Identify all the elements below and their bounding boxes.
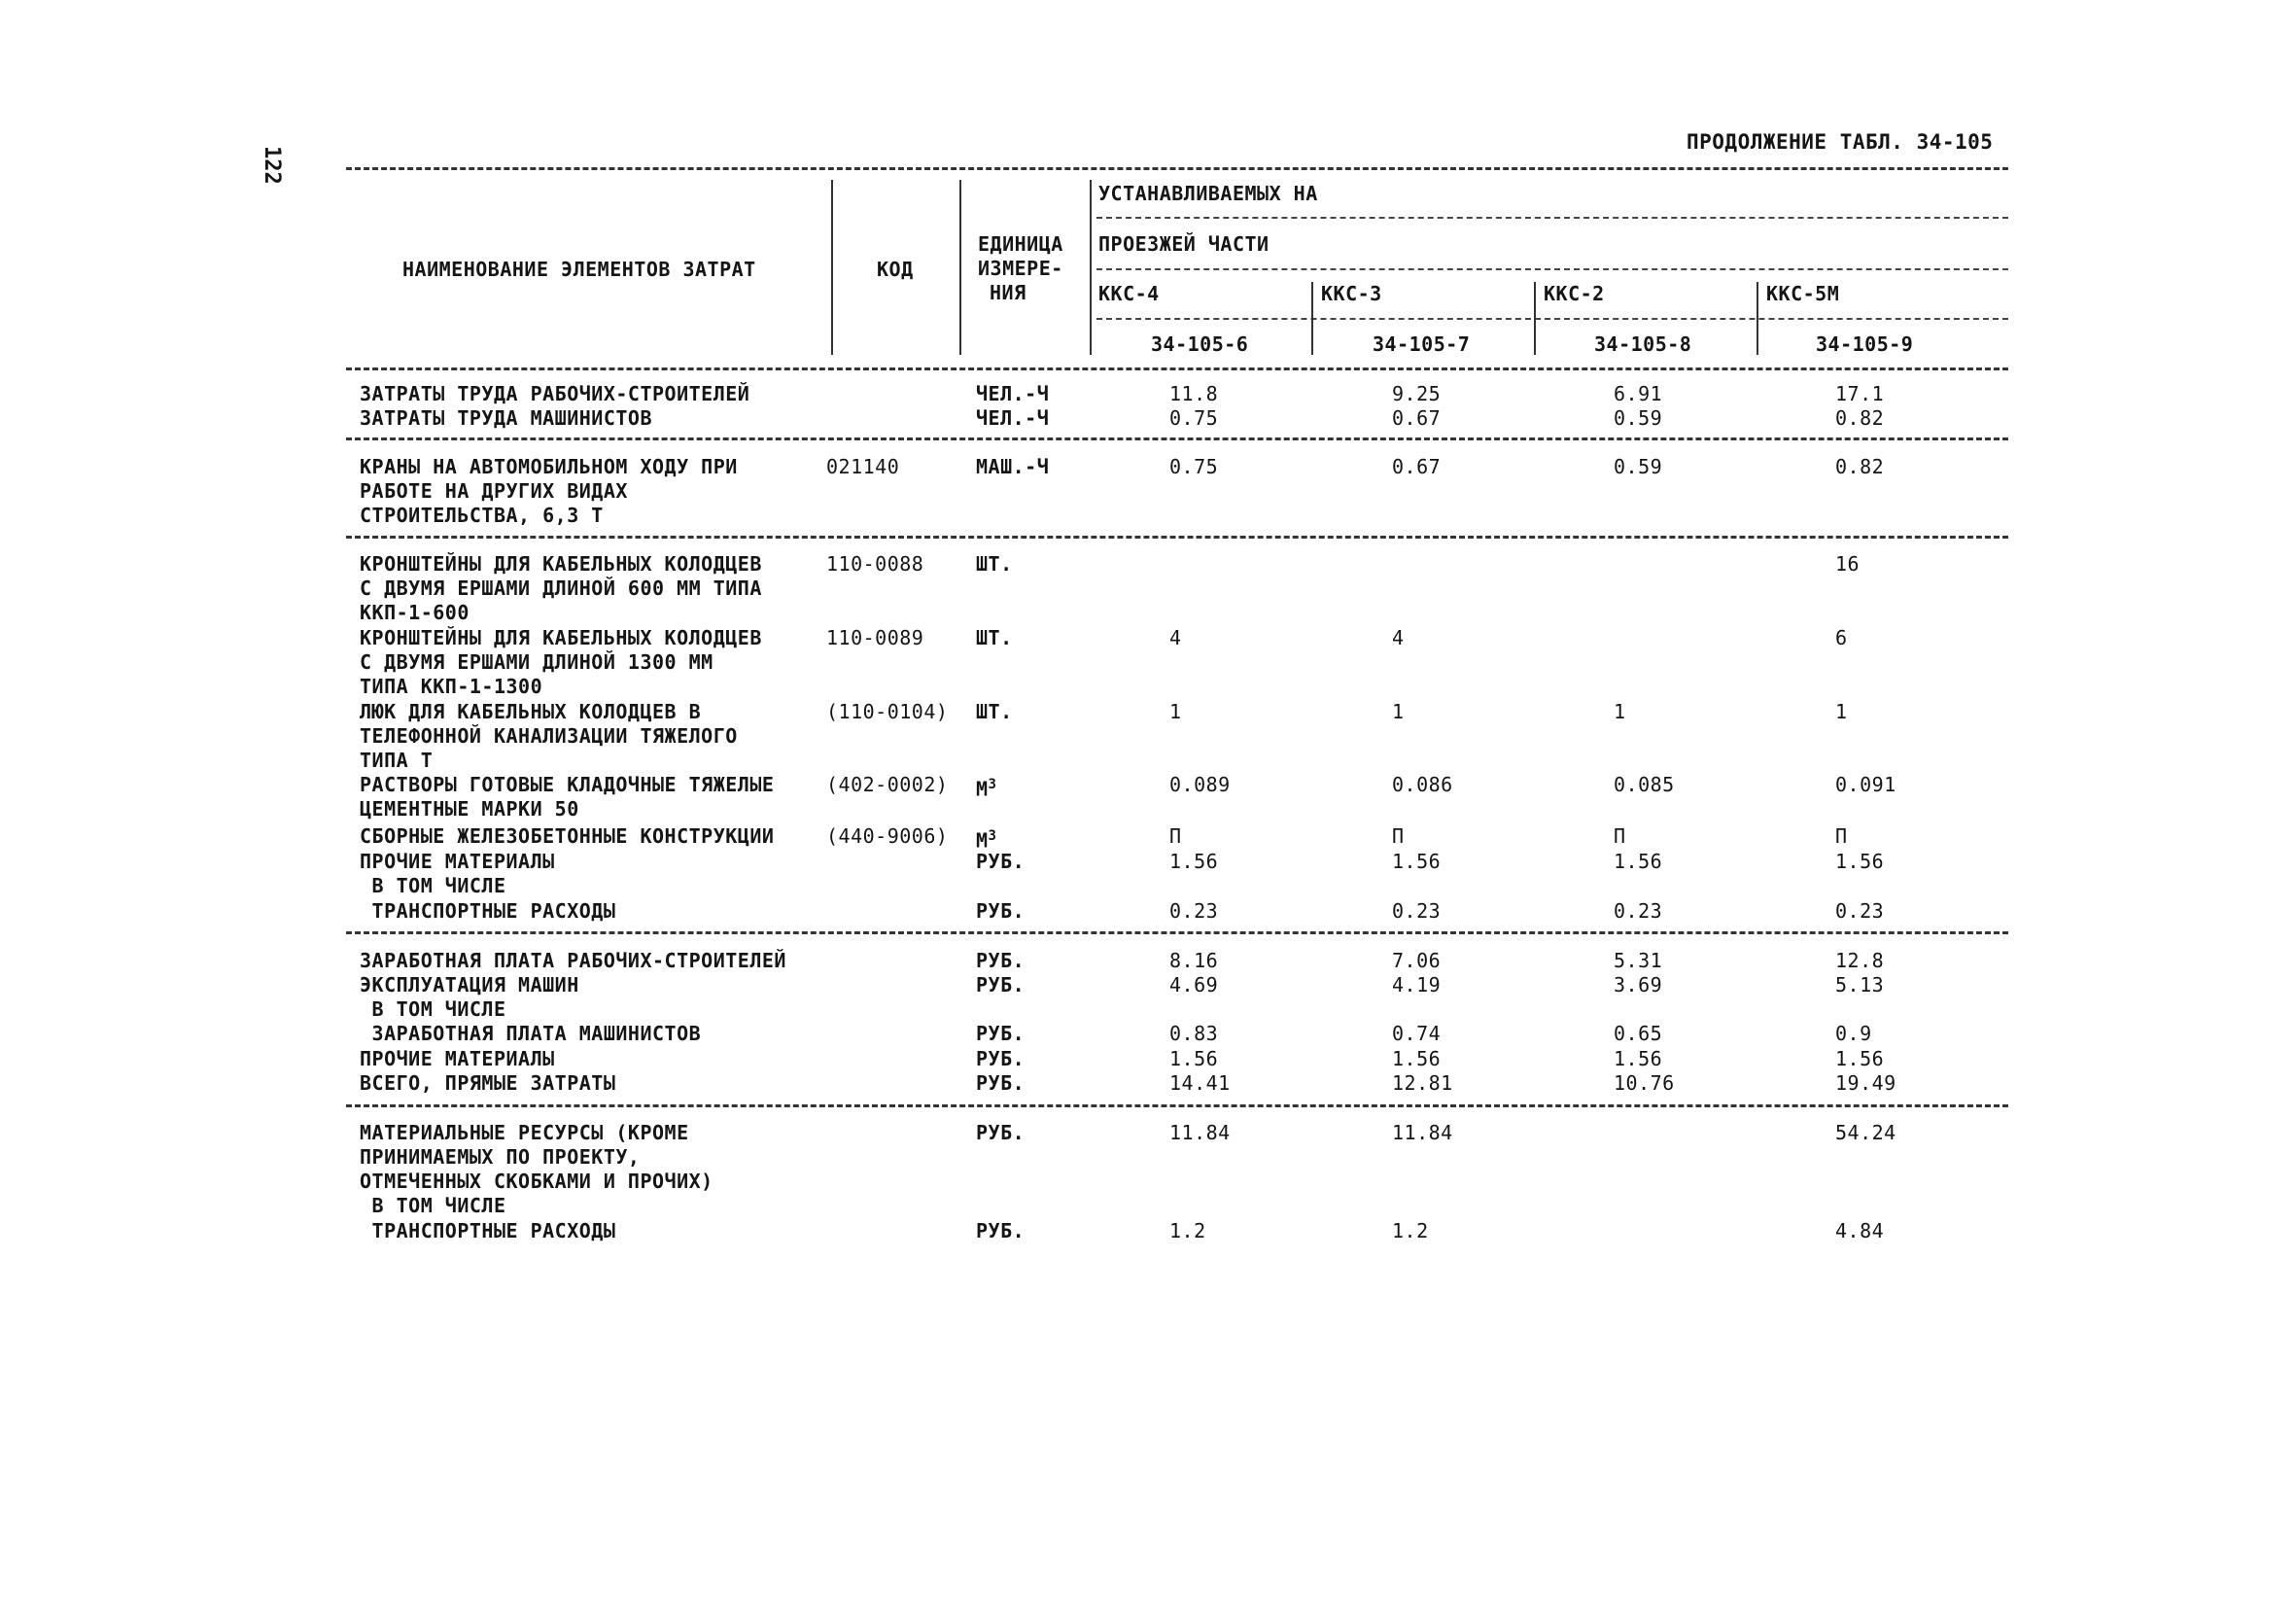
row-6-name-line-0: РАСТВОРЫ ГОТОВЫЕ КЛАДОЧНЫЕ ТЯЖЕЛЫЕ: [360, 773, 775, 796]
row-7-code: (440-9006): [826, 824, 949, 848]
row-8-value-col3: 1.56: [1614, 850, 1663, 873]
row-2-value-col3: 0.59: [1614, 455, 1663, 478]
row-8-value-col4: 1.56: [1835, 850, 1885, 873]
row-3-value-col4: 16: [1835, 552, 1861, 576]
row-8-value-col2: 1.56: [1392, 850, 1442, 873]
row-3-name-line-1: С ДВУМЯ ЕРШАМИ ДЛИНОЙ 600 ММ ТИПА: [360, 577, 762, 600]
row-15-value-col4: 54.24: [1835, 1121, 1896, 1144]
row-9-name-line-0: ТРАНСПОРТНЫЕ РАСХОДЫ: [360, 899, 616, 923]
row-8-name-line-1: В ТОМ ЧИСЛЕ: [360, 874, 506, 897]
section-rule-4: [346, 1104, 2008, 1107]
row-0-value-col4: 17.1: [1835, 382, 1885, 405]
row-5-value-col1: 1: [1169, 700, 1182, 723]
header-type-col4: ККС-5М: [1766, 282, 1840, 305]
row-3-name-line-2: ККП-1-600: [360, 601, 470, 624]
row-7-name-line-0: СБОРНЫЕ ЖЕЛЕЗОБЕТОННЫЕ КОНСТРУКЦИИ: [360, 824, 775, 848]
header-type-col2: ККС-3: [1321, 282, 1382, 305]
header-bottom-rule: [346, 367, 2008, 370]
row-0-value-col1: 11.8: [1169, 382, 1219, 405]
header-type-col3: ККС-2: [1544, 282, 1605, 305]
row-10-unit: РУБ.: [976, 949, 1026, 972]
row-15-name-line-3: В ТОМ ЧИСЛЕ: [360, 1194, 506, 1217]
row-9-value-col4: 0.23: [1835, 899, 1885, 923]
row-15-value-col2: 11.84: [1392, 1121, 1453, 1144]
row-4-name-line-2: ТИПА ККП-1-1300: [360, 675, 543, 698]
row-10-value-col4: 12.8: [1835, 949, 1885, 972]
header-code-col2: 34-105-7: [1373, 332, 1471, 356]
section-rule-1: [346, 437, 2008, 440]
row-0-unit: ЧЕЛ.-Ч: [976, 382, 1050, 405]
header-rule-1: [1096, 217, 2008, 219]
row-4-value-col2: 4: [1392, 626, 1405, 649]
row-9-value-col2: 0.23: [1392, 899, 1442, 923]
row-7-unit-exponent: 3: [988, 828, 997, 844]
row-16-value-col2: 1.2: [1392, 1219, 1429, 1242]
row-13-name-line-0: ПРОЧИЕ МАТЕРИАЛЫ: [360, 1047, 555, 1070]
row-9-value-col1: 0.23: [1169, 899, 1219, 923]
row-16-value-col1: 1.2: [1169, 1219, 1206, 1242]
row-14-value-col2: 12.81: [1392, 1071, 1453, 1095]
row-5-unit: ШТ.: [976, 700, 1013, 723]
row-12-value-col3: 0.65: [1614, 1022, 1663, 1045]
row-7-value-col3: П: [1614, 824, 1626, 848]
row-1-value-col4: 0.82: [1835, 406, 1885, 430]
row-1-name-line-0: ЗАТРАТЫ ТРУДА МАШИНИСТОВ: [360, 406, 652, 430]
header-type-col1: ККС-4: [1098, 282, 1160, 305]
row-15-name-line-1: ПРИНИМАЕМЫХ ПО ПРОЕКТУ,: [360, 1145, 641, 1169]
section-rule-3: [346, 931, 2008, 934]
row-10-name-line-0: ЗАРАБОТНАЯ ПЛАТА РАБОЧИХ-СТРОИТЕЛЕЙ: [360, 949, 786, 972]
section-rule-2: [346, 536, 2008, 539]
row-2-name-line-1: РАБОТЕ НА ДРУГИХ ВИДАХ: [360, 479, 628, 503]
header-divider-code-unit: [959, 180, 961, 355]
row-11-value-col1: 4.69: [1169, 973, 1219, 996]
header-group-line1: УСТАНАВЛИВАЕМЫХ НА: [1098, 182, 1318, 205]
page-number: 122: [260, 146, 284, 185]
row-6-unit: $М^3$: [976, 777, 997, 801]
row-16-name-line-0: ТРАНСПОРТНЫЕ РАСХОДЫ: [360, 1219, 616, 1242]
header-divider-col4: [1757, 282, 1758, 355]
row-15-name-line-0: МАТЕРИАЛЬНЫЕ РЕСУРСЫ (КРОМЕ: [360, 1121, 689, 1144]
header-code-col1: 34-105-6: [1151, 332, 1249, 356]
header-code-col4: 34-105-9: [1816, 332, 1914, 356]
row-2-name-line-2: СТРОИТЕЛЬСТВА, 6,3 Т: [360, 504, 604, 527]
row-15-unit: РУБ.: [976, 1121, 1026, 1144]
row-0-name-line-0: ЗАТРАТЫ ТРУДА РАБОЧИХ-СТРОИТЕЛЕЙ: [360, 382, 750, 405]
header-unit-line1: ЕДИНИЦА: [978, 232, 1063, 256]
row-7-unit: $М^3$: [976, 828, 997, 853]
row-4-value-col1: 4: [1169, 626, 1182, 649]
row-14-value-col3: 10.76: [1614, 1071, 1675, 1095]
row-0-value-col2: 9.25: [1392, 382, 1442, 405]
row-8-name-line-0: ПРОЧИЕ МАТЕРИАЛЫ: [360, 850, 555, 873]
row-13-value-col1: 1.56: [1169, 1047, 1219, 1070]
row-4-unit: ШТ.: [976, 626, 1013, 649]
row-14-value-col4: 19.49: [1835, 1071, 1896, 1095]
header-group-line2: ПРОЕЗЖЕЙ ЧАСТИ: [1098, 232, 1270, 256]
row-11-value-col4: 5.13: [1835, 973, 1885, 996]
row-3-code: 110-0088: [826, 552, 924, 576]
row-6-value-col1: 0.089: [1169, 773, 1231, 796]
row-2-value-col4: 0.82: [1835, 455, 1885, 478]
row-16-value-col4: 4.84: [1835, 1219, 1885, 1242]
row-14-unit: РУБ.: [976, 1071, 1026, 1095]
header-rule-3: [1096, 318, 2008, 320]
row-5-name-line-2: ТИПА Т: [360, 749, 434, 772]
row-13-value-col2: 1.56: [1392, 1047, 1442, 1070]
header-rule-2: [1096, 268, 2008, 270]
row-1-value-col3: 0.59: [1614, 406, 1663, 430]
header-divider-col3: [1534, 282, 1536, 355]
row-13-unit: РУБ.: [976, 1047, 1026, 1070]
row-8-unit: РУБ.: [976, 850, 1026, 873]
row-11-name-line-0: ЭКСПЛУАТАЦИЯ МАШИН: [360, 973, 579, 996]
row-11-value-col3: 3.69: [1614, 973, 1663, 996]
row-2-code: 021140: [826, 455, 900, 478]
row-8-value-col1: 1.56: [1169, 850, 1219, 873]
row-12-unit: РУБ.: [976, 1022, 1026, 1045]
row-1-value-col2: 0.67: [1392, 406, 1442, 430]
row-5-value-col3: 1: [1614, 700, 1626, 723]
row-6-value-col4: 0.091: [1835, 773, 1896, 796]
row-7-value-col2: П: [1392, 824, 1405, 848]
header-divider-name-code: [831, 180, 833, 355]
row-7-value-col4: П: [1835, 824, 1848, 848]
row-13-value-col4: 1.56: [1835, 1047, 1885, 1070]
row-11-unit: РУБ.: [976, 973, 1026, 996]
row-12-value-col4: 0.9: [1835, 1022, 1872, 1045]
row-14-value-col1: 14.41: [1169, 1071, 1231, 1095]
row-6-name-line-1: ЦЕМЕНТНЫЕ МАРКИ 50: [360, 797, 579, 821]
row-1-value-col1: 0.75: [1169, 406, 1219, 430]
row-2-unit: МАШ.-Ч: [976, 455, 1050, 478]
row-9-value-col3: 0.23: [1614, 899, 1663, 923]
row-2-value-col2: 0.67: [1392, 455, 1442, 478]
row-12-name-line-0: ЗАРАБОТНАЯ ПЛАТА МАШИНИСТОВ: [360, 1022, 702, 1045]
row-2-value-col1: 0.75: [1169, 455, 1219, 478]
row-10-value-col3: 5.31: [1614, 949, 1663, 972]
header-divider-unit-values: [1090, 180, 1092, 355]
row-4-name-line-0: КРОНШТЕЙНЫ ДЛЯ КАБЕЛЬНЫХ КОЛОДЦЕВ: [360, 626, 762, 649]
row-0-value-col3: 6.91: [1614, 382, 1663, 405]
row-4-name-line-1: С ДВУМЯ ЕРШАМИ ДЛИНОЙ 1300 ММ: [360, 650, 713, 674]
row-6-value-col3: 0.085: [1614, 773, 1675, 796]
row-15-name-line-2: ОТМЕЧЕННЫХ СКОБКАМИ И ПРОЧИХ): [360, 1170, 713, 1193]
row-14-name-line-0: ВСЕГО, ПРЯМЫЕ ЗАТРАТЫ: [360, 1071, 616, 1095]
row-1-unit: ЧЕЛ.-Ч: [976, 406, 1050, 430]
row-5-code: (110-0104): [826, 700, 949, 723]
row-6-unit-exponent: 3: [988, 777, 997, 792]
header-unit-line3: НИЯ: [990, 281, 1026, 304]
table-top-rule: [346, 167, 2008, 170]
row-4-code: 110-0089: [826, 626, 924, 649]
row-11-name-line-1: В ТОМ ЧИСЛЕ: [360, 997, 506, 1021]
header-code-col3: 34-105-8: [1594, 332, 1692, 356]
row-12-value-col1: 0.83: [1169, 1022, 1219, 1045]
row-13-value-col3: 1.56: [1614, 1047, 1663, 1070]
row-7-value-col1: П: [1169, 824, 1182, 848]
row-3-unit: ШТ.: [976, 552, 1013, 576]
row-11-value-col2: 4.19: [1392, 973, 1442, 996]
row-5-name-line-1: ТЕЛЕФОННОЙ КАНАЛИЗАЦИИ ТЯЖЕЛОГО: [360, 724, 738, 748]
row-6-code: (402-0002): [826, 773, 949, 796]
header-unit-line2: ИЗМЕРЕ-: [978, 257, 1063, 280]
header-code: КОД: [877, 258, 914, 281]
row-4-value-col4: 6: [1835, 626, 1848, 649]
row-12-value-col2: 0.74: [1392, 1022, 1442, 1045]
row-16-unit: РУБ.: [976, 1219, 1026, 1242]
row-5-value-col4: 1: [1835, 700, 1848, 723]
row-5-value-col2: 1: [1392, 700, 1405, 723]
row-9-unit: РУБ.: [976, 899, 1026, 923]
continuation-title: ПРОДОЛЖЕНИЕ ТАБЛ. 34-105: [1687, 130, 1994, 154]
row-10-value-col2: 7.06: [1392, 949, 1442, 972]
row-3-name-line-0: КРОНШТЕЙНЫ ДЛЯ КАБЕЛЬНЫХ КОЛОДЦЕВ: [360, 552, 762, 576]
row-6-value-col2: 0.086: [1392, 773, 1453, 796]
header-name: НАИМЕНОВАНИЕ ЭЛЕМЕНТОВ ЗАТРАТ: [402, 258, 756, 281]
row-10-value-col1: 8.16: [1169, 949, 1219, 972]
row-2-name-line-0: КРАНЫ НА АВТОМОБИЛЬНОМ ХОДУ ПРИ: [360, 455, 738, 478]
row-15-value-col1: 11.84: [1169, 1121, 1231, 1144]
header-divider-col2: [1311, 282, 1313, 355]
row-5-name-line-0: ЛЮК ДЛЯ КАБЕЛЬНЫХ КОЛОДЦЕВ В: [360, 700, 702, 723]
